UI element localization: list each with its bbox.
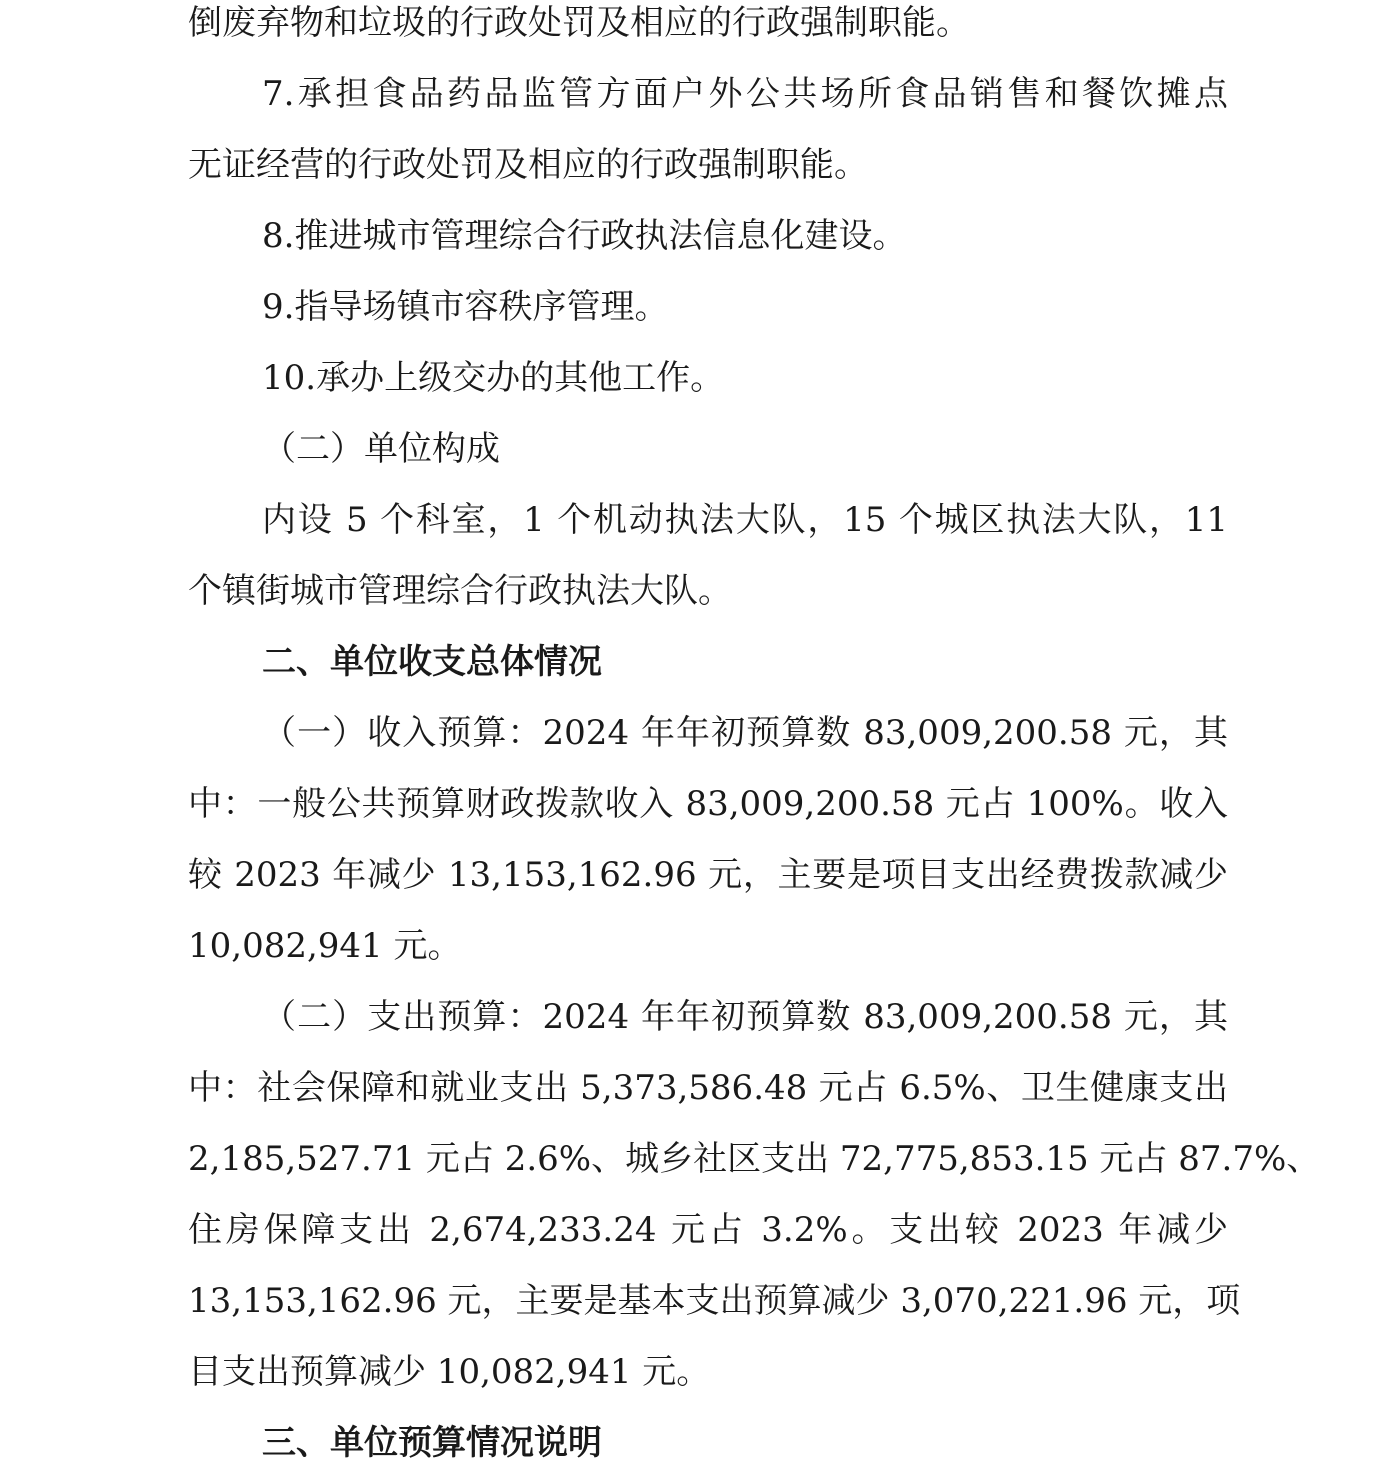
document-page bbox=[188, 0, 1321, 1479]
paragraph-line: 10.承办上级交办的其他工作。 bbox=[262, 358, 725, 398]
paragraph-line: 中：社会保障和就业支出 5,373,586.48 元占 6.5%、卫生健康支出 bbox=[188, 1068, 1228, 1108]
paragraph-line bbox=[188, 698, 1228, 769]
paragraph-line: 13,153,162.96 元，主要是基本支出预算减少 3,070,221.96 元，项 bbox=[188, 1281, 1241, 1321]
paragraph-line: 无证经营的行政处罚及相应的行政强制职能。 bbox=[188, 145, 868, 185]
inline-subheading: （二）支出预算： bbox=[262, 997, 543, 1037]
paragraph-line: 2,185,527.71 元占 2.6%、城乡社区支出 72,775,853.15 元占 87.7%、 bbox=[188, 1139, 1321, 1179]
paragraph-line: 内设 5 个科室，1 个机动执法大队，15 个城区执法大队，11 bbox=[262, 500, 1228, 540]
paragraph-text: 2024 年年初预算数 83,009,200.58 元，其 bbox=[542, 713, 1228, 753]
paragraph-line: 10,082,941 元。 bbox=[188, 926, 462, 966]
paragraph-text: 2024 年年初预算数 83,009,200.58 元，其 bbox=[542, 997, 1228, 1037]
paragraph-line: 住房保障支出 2,674,233.24 元占 3.2%。支出较 2023 年减少 bbox=[188, 1210, 1228, 1250]
paragraph-line: 较 2023 年减少 13,153,162.96 元，主要是项目支出经费拨款减少 bbox=[188, 855, 1228, 895]
paragraph-line: 个镇街城市管理综合行政执法大队。 bbox=[188, 571, 732, 611]
inline-subheading: （一）收入预算： bbox=[262, 713, 543, 753]
paragraph-line: 中：一般公共预算财政拨款收入 83,009,200.58 元占 100%。收入 bbox=[188, 784, 1228, 824]
paragraph-line: 8.推进城市管理综合行政执法信息化建设。 bbox=[262, 216, 907, 256]
paragraph-line: 倒废弃物和垃圾的行政处罚及相应的行政强制职能。 bbox=[188, 3, 970, 43]
section-subheading: （二）单位构成 bbox=[262, 429, 500, 469]
paragraph-line: 9.指导场镇市容秩序管理。 bbox=[262, 287, 669, 327]
paragraph-line: 目支出预算减少 10,082,941 元。 bbox=[188, 1352, 711, 1392]
section-heading: 二、单位收支总体情况 bbox=[262, 642, 602, 682]
section-heading: 三、单位预算情况说明 bbox=[262, 1423, 602, 1463]
paragraph-line bbox=[188, 982, 1228, 1053]
paragraph-line: 7.承担食品药品监管方面户外公共场所食品销售和餐饮摊点 bbox=[262, 74, 1228, 114]
